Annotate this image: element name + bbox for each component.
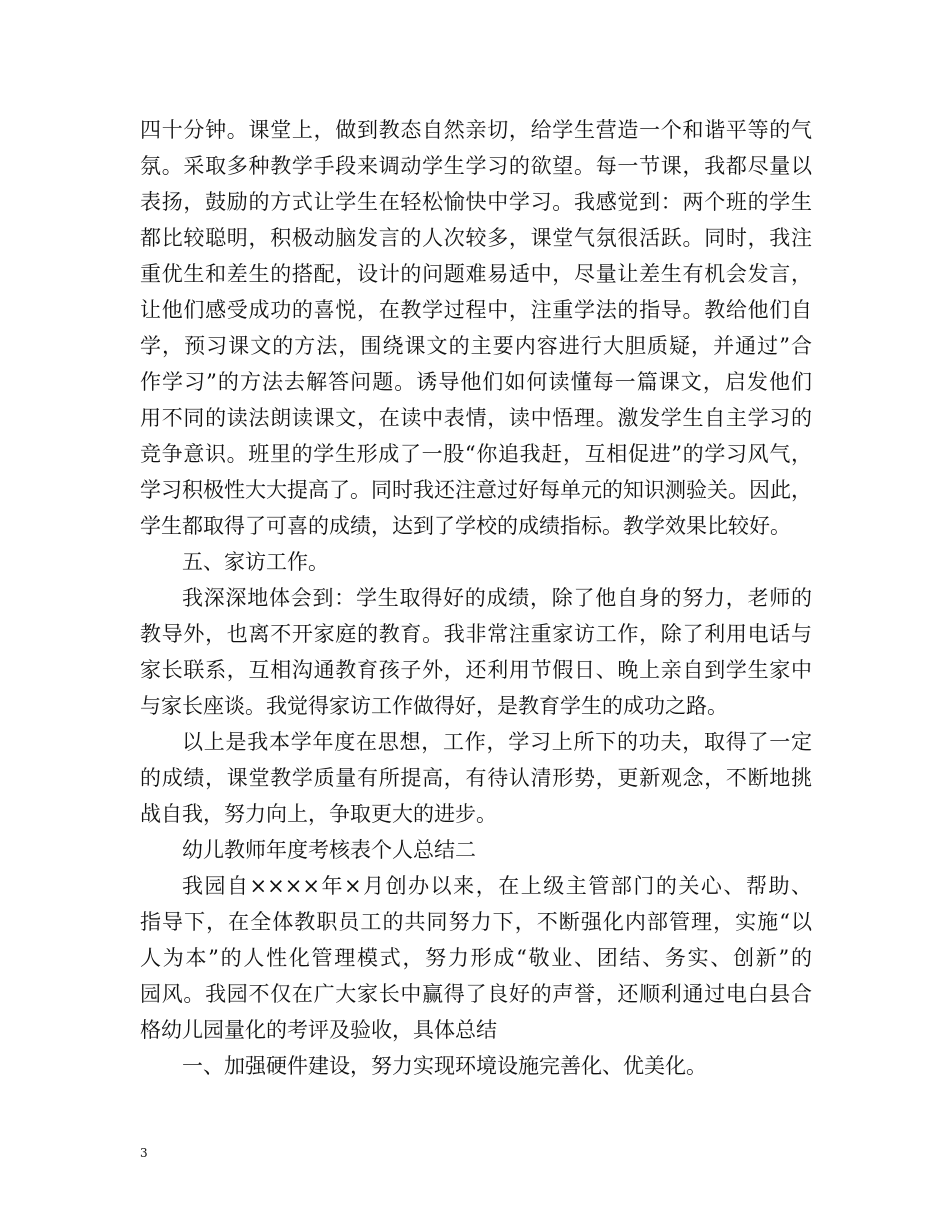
text-line: 学习积极性大大提高了。同时我还注意过好每单元的知识测验关。因此，	[140, 478, 812, 502]
text-line: 以上是我本学年度在思想，工作，学习上所下的功夫，取得了一定	[182, 730, 812, 754]
text-line: 我园自××××年×月创办以来，在上级主管部门的关心、帮助、	[182, 874, 812, 898]
section-heading: 一、加强硬件建设，努力实现环境设施完善化、优美化。	[182, 1054, 707, 1078]
text-line: 都比较聪明，积极动脑发言的人次较多，课堂气氛很活跃。同时，我注	[140, 226, 812, 250]
text-line: 园风。我园不仅在广大家长中赢得了良好的声誉，还顺利通过电白县合	[140, 982, 812, 1006]
text-line: 竞争意识。班里的学生形成了一股“你追我赶，互相促进”的学习风气，	[140, 442, 812, 466]
text-line: 学，预习课文的方法，围绕课文的主要内容进行大胆质疑，并通过”合	[140, 334, 812, 358]
page-number: 3	[140, 1146, 148, 1160]
text-line: 学生都取得了可喜的成绩，达到了学校的成绩指标。教学效果比较好。	[140, 514, 791, 538]
text-line: 战自我，努力向上，争取更大的进步。	[140, 802, 497, 826]
text-line: 人为本”的人性化管理模式，努力形成“敬业、团结、务实、创新”的	[140, 946, 812, 970]
text-line: 作学习”的方法去解答问题。诱导他们如何读懂每一篇课文，启发他们	[140, 370, 812, 394]
text-line: 与家长座谈。我觉得家访工作做得好，是教育学生的成功之路。	[140, 694, 728, 718]
section-heading: 五、家访工作。	[182, 550, 329, 574]
text-line: 让他们感受成功的喜悦，在教学过程中，注重学法的指导。教给他们自	[140, 298, 812, 322]
text-line: 表扬，鼓励的方式让学生在轻松愉快中学习。我感觉到：两个班的学生	[140, 190, 812, 214]
text-line: 家长联系，互相沟通教育孩子外，还利用节假日、晚上亲自到学生家中	[140, 658, 812, 682]
text-line: 重优生和差生的搭配，设计的问题难易适中，尽量让差生有机会发言，	[140, 262, 812, 286]
text-line: 指导下，在全体教职员工的共同努力下，不断强化内部管理，实施“以	[140, 910, 812, 934]
text-line: 格幼儿园量化的考评及验收，具体总结	[140, 1018, 497, 1042]
text-line: 我深深地体会到：学生取得好的成绩，除了他自身的努力，老师的	[182, 586, 812, 610]
text-line: 的成绩，课堂教学质量有所提高，有待认清形势，更新观念，不断地挑	[140, 766, 812, 790]
text-line: 四十分钟。课堂上，做到教态自然亲切，给学生营造一个和谐平等的气	[140, 118, 812, 142]
text-line: 教导外，也离不开家庭的教育。我非常注重家访工作，除了利用电话与	[140, 622, 812, 646]
section-heading: 幼儿教师年度考核表个人总结二	[182, 838, 476, 862]
text-line: 氛。采取多种教学手段来调动学生学习的欲望。每一节课，我都尽量以	[140, 154, 812, 178]
text-line: 用不同的读法朗读课文，在读中表情，读中悟理。激发学生自主学习的	[140, 406, 812, 430]
